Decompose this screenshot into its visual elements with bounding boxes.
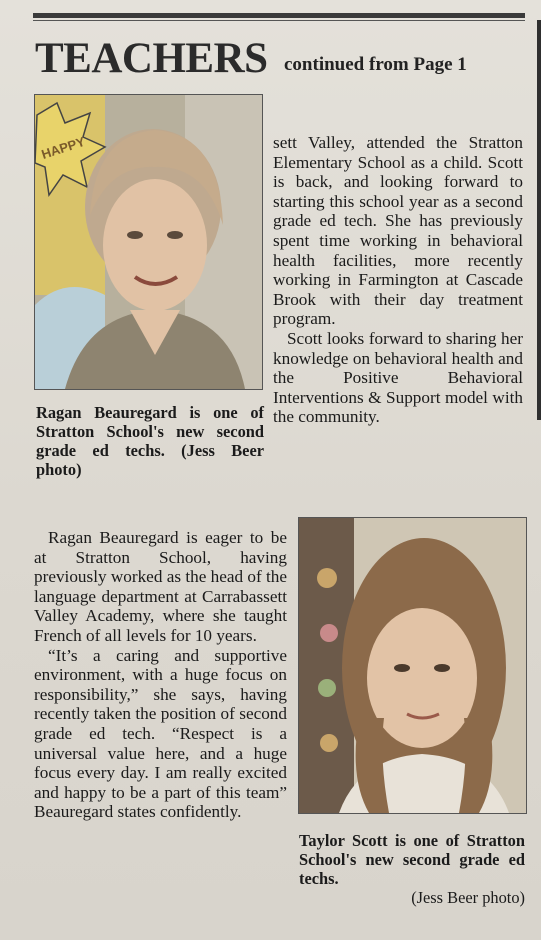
top-rule-thin bbox=[33, 20, 525, 21]
article-column-left-bottom bbox=[34, 528, 287, 822]
continued-note: continued from Page 1 bbox=[284, 54, 467, 75]
paragraph-scott-bio: sett Valley, attended the Stratton Elementary School as a child. Scott is back, and looking forward to starting this school year as a second grade ed tech. She has previously spent time working in behavioral health facilities, more recently working in Farmington at Cascade Brook with their day treatment program. bbox=[273, 133, 523, 329]
caption-taylor bbox=[299, 831, 525, 907]
photo-taylor-scott bbox=[298, 517, 527, 814]
caption-ragan-text: Ragan Beauregard is one of Stratton School's new second grade ed techs. (Jess Beer photo) bbox=[36, 403, 264, 479]
paragraph-beauregard-bio: Ragan Beauregard is eager to be at Stratton School, having previously worked as the head of the language department at Carrabassett Valley Academy, where she taught French of all levels for 10 years. bbox=[34, 528, 287, 645]
sign-text: HAPPY bbox=[39, 133, 87, 162]
caption-ragan bbox=[36, 403, 264, 479]
photo-credit: (Jess Beer photo) bbox=[411, 888, 525, 907]
top-rule bbox=[33, 13, 525, 18]
article-column-right-top bbox=[273, 133, 523, 427]
portrait-icon-2 bbox=[299, 518, 526, 813]
photo-ragan-beauregard bbox=[34, 94, 263, 390]
caption-taylor-text: Taylor Scott is one of Stratton School's new second grade ed techs. bbox=[299, 831, 525, 888]
column-edge-rule bbox=[537, 20, 541, 420]
paragraph-beauregard-quote: “It’s a caring and supportive environment, with a huge focus on responsibility,” she says, having recently taken the position of second grade ed tech. “Respect is a universal value here, and a huge focus every day. I am really excited and happy to be a part of this team” Beauregard states confidently. bbox=[34, 645, 287, 822]
headline: TEACHERS bbox=[35, 35, 268, 82]
paragraph-scott-goals: Scott looks forward to sharing her knowledge on behavioral health and the Positive Behavioral Interventions & Support model with the community. bbox=[273, 328, 523, 427]
portrait-icon bbox=[35, 95, 262, 389]
